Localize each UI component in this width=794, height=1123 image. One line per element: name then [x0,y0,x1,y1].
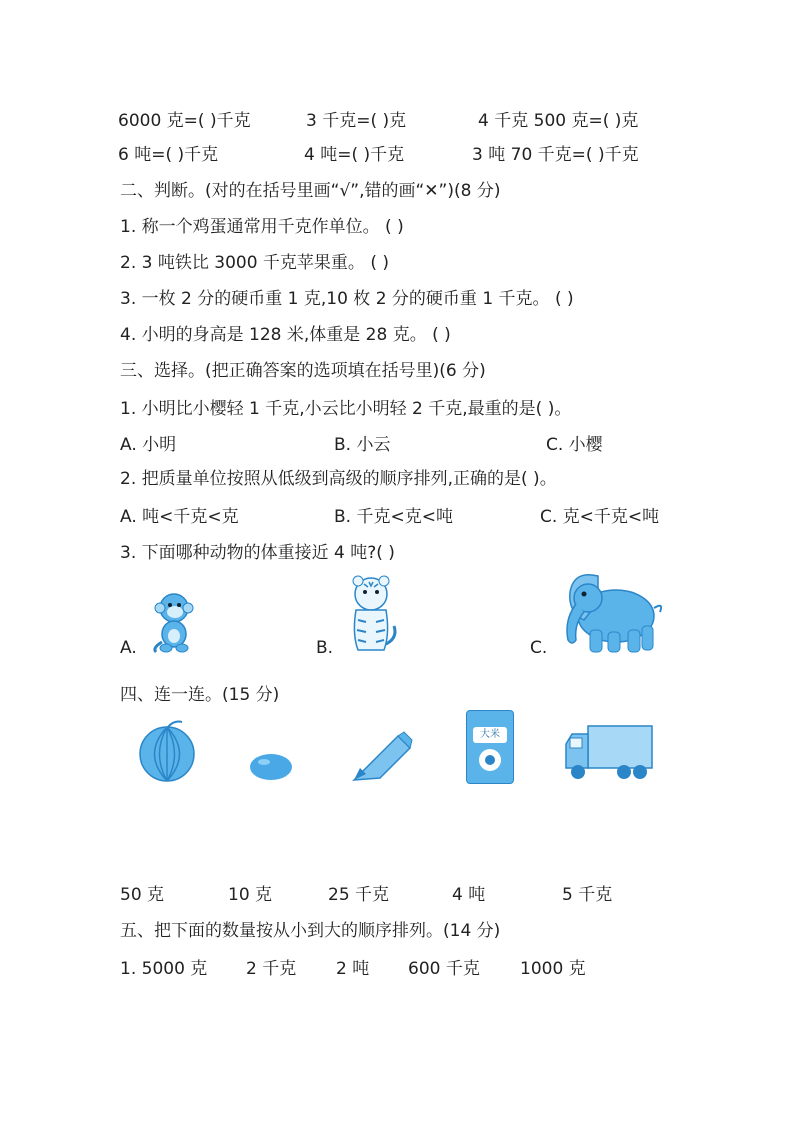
watermelon-icon [138,718,196,782]
tiger-icon [342,574,400,654]
pencil-icon [350,730,414,784]
choice-q3: 3. 下面哪种动物的体重接近 4 吨?( ) [120,543,395,563]
q1-option-c: C. 小樱 [546,435,603,455]
conversion-5: 4 吨=( )千克 [304,145,405,165]
conversion-6: 3 吨 70 千克=( )千克 [472,145,639,165]
section2-heading: 二、判断。(对的在括号里画“√”,错的画“✕”)(8 分) [120,181,501,201]
judge-item-4: 4. 小明的身高是 128 米,体重是 28 克。 ( ) [120,325,451,345]
truck-icon [562,724,654,782]
order-item-1: 1. 5000 克 [120,959,208,979]
section5-heading: 五、把下面的数量按从小到大的顺序排列。(14 分) [120,921,501,941]
weight-5: 5 千克 [562,885,613,905]
order-item-2: 2 千克 [246,959,297,979]
elephant-icon [554,568,670,656]
choice-q1: 1. 小明比小樱轻 1 千克,小云比小明轻 2 千克,最重的是( )。 [120,399,572,419]
q1-option-b: B. 小云 [334,435,391,455]
conversion-2: 3 千克=( )克 [306,111,407,131]
weight-3: 25 千克 [328,885,390,905]
section3-heading: 三、选择。(把正确答案的选项填在括号里)(6 分) [120,361,486,381]
conversion-3: 4 千克 500 克=( )克 [478,111,639,131]
rice-bag-icon [466,710,514,784]
judge-item-3: 3. 一枚 2 分的硬币重 1 克,10 枚 2 分的硬币重 1 千克。 ( ) [120,289,574,309]
conversion-1: 6000 克=( )千克 [118,111,251,131]
q3-option-b: B. [316,638,334,658]
judge-item-1: 1. 称一个鸡蛋通常用千克作单位。 ( ) [120,217,404,237]
order-item-5: 1000 克 [520,959,586,979]
q2-option-c: C. 克<千克<吨 [540,507,660,527]
weight-4: 4 吨 [452,885,486,905]
monkey-icon [146,590,202,654]
order-item-3: 2 吨 [336,959,370,979]
weight-2: 10 克 [228,885,273,905]
section4-heading: 四、连一连。(15 分) [120,685,280,705]
egg-icon [248,752,294,782]
weight-1: 50 克 [120,885,165,905]
choice-q2: 2. 把质量单位按照从低级到高级的顺序排列,正确的是( )。 [120,469,557,489]
judge-item-2: 2. 3 吨铁比 3000 千克苹果重。 ( ) [120,253,389,273]
conversion-4: 6 吨=( )千克 [118,145,219,165]
q1-option-a: A. 小明 [120,435,177,455]
q2-option-a: A. 吨<千克<克 [120,507,239,527]
q2-option-b: B. 千克<克<吨 [334,507,453,527]
q3-option-c: C. [530,638,548,658]
order-item-4: 600 千克 [408,959,480,979]
rice-bag-label: 大米 [473,727,507,743]
q3-option-a: A. [120,638,137,658]
